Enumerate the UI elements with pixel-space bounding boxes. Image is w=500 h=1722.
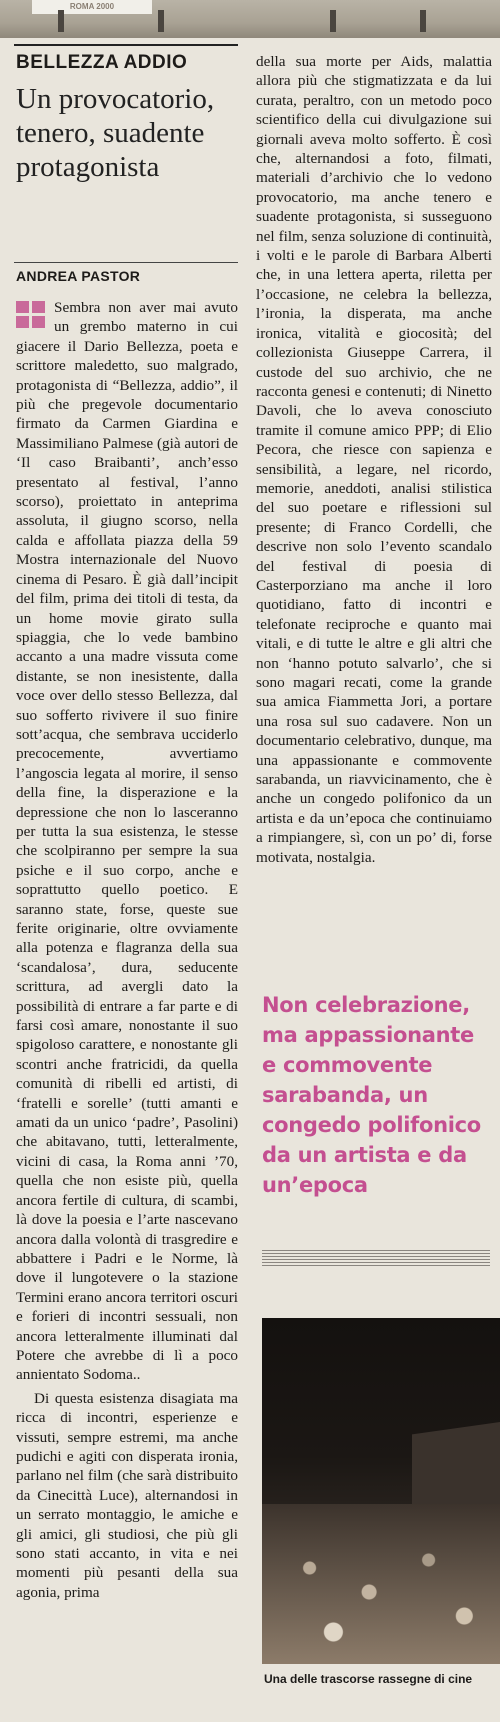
article-column-1 [16, 298, 238, 1602]
decorative-hatch-divider [262, 1250, 490, 1266]
pull-quote: Non celebrazione, ma appassionante e commovente sarabanda, un congedo polifonico da un artista e da un’epoca [262, 993, 481, 1197]
body-paragraph: Sembra non aver mai avuto un grembo materno in cui giacere il Dario Bellezza, poeta e scrittore maledetto, suo malgrado, protagonista di “Bellezza, addio”, il più che pregevole documentario firmato da Carmen Giardina e Massimiliano Palmese (già autori de ‘Il caso Braibanti’, anch’esso presentato al festival, l’anno scorso), proiettato in anteprima assoluta, il giugno scorso, nella calda e affollata piazza della 59 Mostra internazionale del Nuovo cinema di Pesaro. È già dall’incipit del film, prima dei titoli di testa, da un home movie girato sulla spiaggia, che lo vede bambino accanto a una madre vissuta come distante, se non inesistente, dalla voce over dello stesso Bellezza, dal suo sofferto rivivere il suo finire sott’acqua, che sembrava ucciderlo precocemente, avvertiamo l’angoscia legata al morire, il senso della fine, la disperazione e la depressione che non lo lasceranno per tutta la sua esistenza, le stesse che scolpiranno per sempre la sua psiche e il suo corpo, anche e soprattutto quello poetico. E saranno state, forse, queste sue ferite originarie, oltre ovviamente alla potenza e flagranza della sua ‘scandalosa’, dura, seducente scrittura, ad avergli dato la possibilità di entrare a far parte e di farsi così amare, nonostante il suo spigoloso carattere, e nonostante gli scontri anche fratricidi, da quella comunità di ribelli ed artisti, di ‘fratelli e sorelle’ (tutti amanti e amati da un unico ‘padre’, Pasolini) che abitavano, tutti, letteralmente, vicini di casa, la Roma anni ’70, quella che non esiste più, quella ancora fertile di cultura, di scambi, là dove la poesia e l’arte nascevano ancora dalla volontà di trasgredire e abbattere i Padri e le Norme, là dove il lungotevere o la stazione Termini erano ancora territori oscuri e forieri di incontri sessuali, non ancora letteralmente illuminati dal Potere che avrebbe di lì a poco annientato Sodoma.. [16, 299, 238, 1384]
figure-legs [420, 10, 426, 32]
body-paragraph: Di questa esistenza disagiata ma ricca di incontri, esperienze e vissuti, sempre estremi, ma anche pudichi e agiti con disperata ironia, parlano nel film (che sarà distribuito da Cinecittà Luce), alternandosi in un serrato montaggio, le amiche e gli amici, gli studiosi, che più gli sono stati accanto, in vita e nei momenti più pesanti della sua agonia, prima [16, 1389, 238, 1601]
body-paragraph: della sua morte per Aids, malattia allora più che stigmatizzata e da lui curata, peraltro, con un metodo poco scientifico della cui divulgazione sui giornali aveva molto sofferto. È così che, alternandosi a foto, filmati, materiali d’archivio che lo vedono provocatorio, ma anche tenero e suadente protagonista, si susseguono nel film, senza soluzione di continuità, i volti e le parole di Barbara Alberti che, in una lettera aperta, riletta per l’occasione, ne celebra la bellezza, l’ironia, la disperata, ma anche ironica, vitalità e giocosità; del collezionista Giuseppe Carrera, il custode del suo archivio, che ne racconta genesi e contenuti; di Ninetto Davoli, che lo aveva conosciuto tramite il comune amico PPP; di Elio Pecora, che riesce con sapienza e sensibilità, a legare, nel ricordo, memorie, aneddoti, analisi stilistica del suo poetare e riflessioni sul presente; di Franco Cordelli, che descrive non solo l’evento scandalo del festival di poesia di Casterporziano ma anche il loro quotidiano, fatto di incontri e telefonate reciproche e quanto mai vitali, e di tutte le altre e gli altri che non ‘hanno potuto salvarlo’, che si sono magari recati, come la grande sua amica Fiammetta Jori, a portare una rosa sul suo cadavere. Non un documentario celebrativo, dunque, ma una appassionante e commovente sarabanda, un riavvicinamento, che è anche un congedo polifonico da un artista e da un’epoca che continuiamo a rimpiangere, sì, con un po’ di, forse motivata, nostalgia. [256, 53, 492, 866]
photo-crowd-shape [262, 1504, 500, 1664]
photo-caption: Una delle trascorse rassegne di cine [264, 1672, 473, 1686]
figure-legs [58, 10, 64, 32]
festival-photo [262, 1318, 500, 1664]
figure-legs [158, 10, 164, 32]
article-byline: ANDREA PASTOR [16, 268, 141, 284]
article-column-2 [256, 52, 492, 867]
article-headline: Un provocatorio, tenero, suadente protagonista [16, 83, 215, 183]
byline-rule [14, 262, 238, 263]
banner-sign: ROMA 2000 [32, 0, 152, 14]
top-photo-strip [0, 0, 500, 38]
drop-cap-squares-icon [16, 301, 48, 331]
article-kicker: BELLEZZA ADDIO [16, 52, 188, 73]
top-rule [14, 44, 238, 46]
figure-legs [330, 10, 336, 32]
